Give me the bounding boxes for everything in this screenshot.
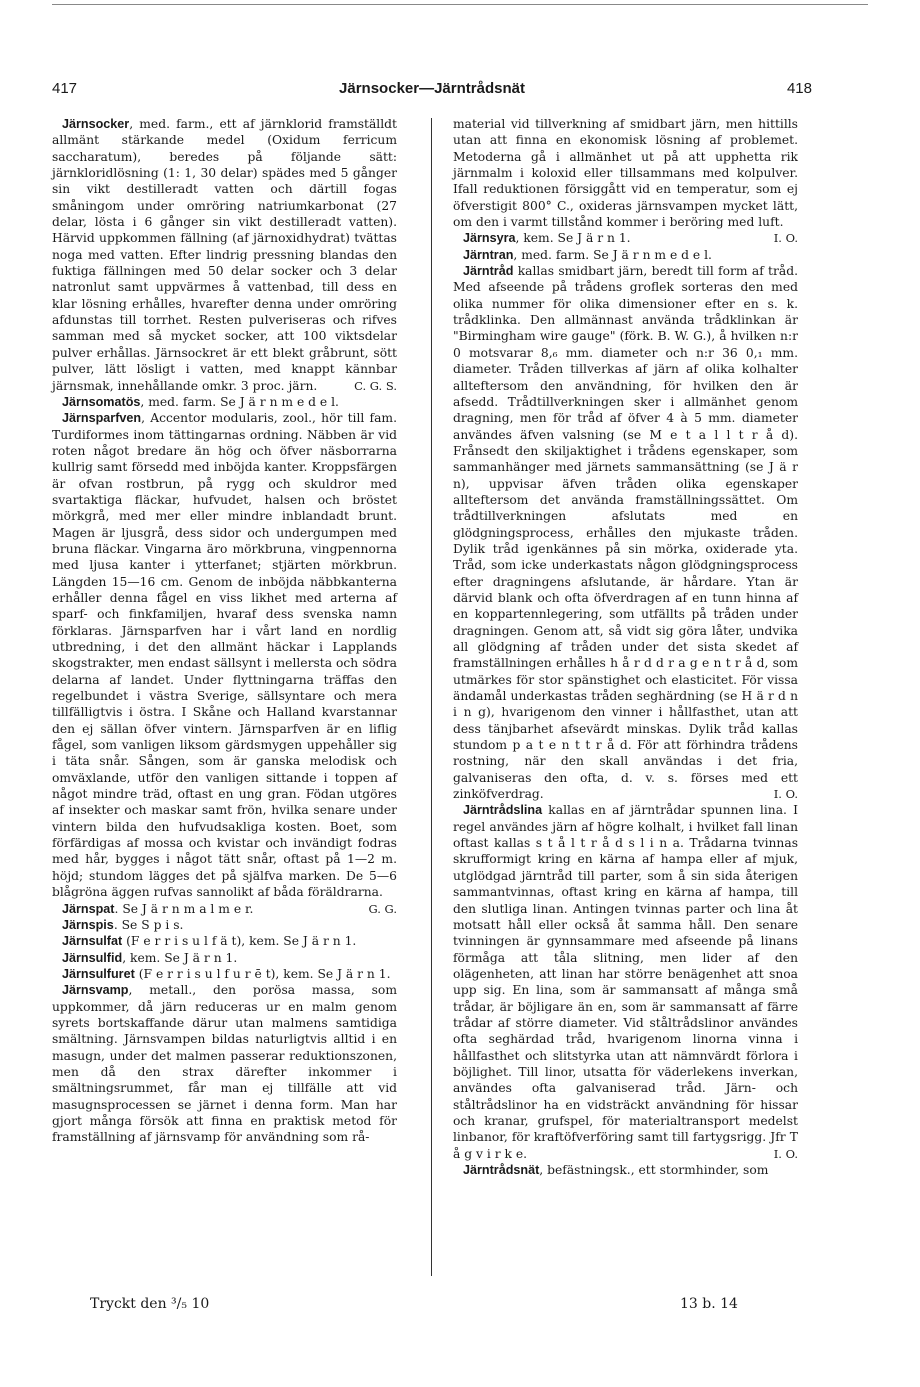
entry-text: , befästningsk., ett stormhinder, som [539, 1163, 769, 1177]
dictionary-entry [453, 230, 798, 246]
entry-text: , kem. Se J ä r n 1. [515, 231, 631, 246]
entry-text: , kem. Se J ä r n 1. [122, 950, 238, 965]
entry-headword: Järntrådsnät [463, 1163, 540, 1177]
entry-text: material vid tillverkning af smidbart järn, men hittills utan att finna en ekonomisk lösning af problemet. Metoderna gå i allmänhet ut på att upphetta rik järnmalm i koloxid eller tillsammans med kolpulver. Ifall reduktionen försiggått vid en temperatur, som ej öfverstigit 800° C., oxideras järnsvampen mycket lätt, om den i varmt tillstånd kommer i beröring med luft. [453, 117, 798, 230]
entry-text: , med. farm. Se J ä r n m e d e l. [140, 394, 339, 409]
entry-text: (F e r r i s u l f ä t), kem. Se J ä r n 1. [122, 934, 357, 949]
dictionary-entry [52, 933, 397, 949]
dictionary-entry [52, 116, 397, 394]
entry-headword: Järnspis [62, 917, 114, 932]
entry-text: . Se J ä r n m a l m e r. [114, 901, 254, 916]
entry-headword: Järnsomatös [62, 394, 141, 409]
dictionary-entry [453, 802, 798, 1162]
entry-text: , med. farm., ett af järnklorid framställdt allmänt stärkande medel (Oxidum ferricum saccharatum), beredes på följande sätt: järnkloridlösning (1: 1, 30 delar) spädes med 5 gånger sin vikt destilleradt vatten och därtill fogas småningom under omröring natriumkarbonat (27 delar, lösta i 6 gånger sin vikt destilleradt vatten). Härvid uppkommen fällning (af järnoxidhydrat) tvättas noga med vatten. Efter lindrig pressning blandas den fuktiga fällningen med 50 delar socker och 3 delar natronlut samt uppvärmes å vattenbad, till dess en klar lösning erhålles, hvarefter denna under omröring afdunstas till torrhet. Resten pulveriseras och rifves samman med så mycket socker, att 100 viktsdelar pulver erhållas. Järnsockret är ett blekt gråbrunt, sött pulver, lätt lösligt i vatten, med knappt kännbar järnsmak, innehållande omkr. 3 proc. järn. [52, 117, 397, 393]
dictionary-entry [52, 394, 397, 410]
right-column [453, 116, 798, 1178]
entry-text: . Se S p i s. [113, 917, 184, 932]
dictionary-entry [453, 1162, 798, 1178]
entry-text: kallas smidbart järn, beredt till form af tråd. Med afseende på trådens groflek sorteras den med olika nummer för olika dimensioner efter en s. k. trådklinka. Den allmännast använda trådklinkan är "Birmingham wire gauge" (förk. B. W. G.), å hvilken n:r 0 motsvarar 8,₆ mm. diameter och n:r 36 0,₁ mm. diameter. Tråden tillverkas af järn af olika kolhalter allteftersom den användning, för hvilken den är afsedd. Trådtillverkningen sker i allmänhet genom dragning, men för tråd af öfver 4 à 5 mm. diameter användes äfven valsning (se M e t a l l t r å d). Frånsedt den skiljaktighet i trådens egenskaper, som sammanhänger med järnets sammansättning (se J ä r n), uppvisar äfven tråden olika egenskaper allteftersom det använda framställningssättet. Om trådtillverkningen afslutats med en glödgningsprocess, erhålles den mjukaste tråden. Dylik tråd igenkännes på sin mörka, oxiderade yta. Tråd, som icke underkastats någon glödgningsprocess efter dragningens afslutande, är hårdare. Ytan är därvid blank och ofta öfverdragen af en tunn hinna af en koppartennlegering, som utfällts på tråden under dragningen. Genom att, så vidt sig göra låter, undvika all glödgning af tråden under det sista skedet af framställningen erhålles h å r d d r a g e n t r å d, som utmärkes för stor spänstighet och elasticitet. För vissa ändamål underkastas tråden seghärdning (se H ä r d n i n g), hvarigenom den vinner i hållfasthet, utan att dess tänjbarhet afsevärdt minskas. Dylik tråd kallas stundom p a t e n t t r å d. För att förhindra trådens rostning, när den skall användas i det fria, galvaniseras den ofta, d. v. s. förses med ett zinköfverdrag. [453, 264, 798, 802]
page-number-right: 418 [786, 80, 812, 97]
page-footer [52, 1296, 812, 1320]
page-header [52, 80, 812, 108]
print-date: Tryckt den ³/₅ 10 [90, 1296, 210, 1312]
author-signature: I. O. [773, 787, 798, 802]
entry-text: kallas en af järntrådar spunnen lina. I regel användes järn af högre kolhalt, i hvilket fall linan oftast kallas s t å l t r å d s l i n a. Trådarna tvinnas skrufformigt kring en kärna af hampa eller af mjuk, utglödgad järntråd till parter, som å sin sida återigen sammantvinnas, oftast kring en kärna af hampa, till den slutliga linan. Antingen tvinnas parter och lina åt motsatt håll eller också åt samma håll. Den senare tvinningen är gynnsammare med afseende på linans förmåga att tåla slitning, men lider af den olägenheten, att linan har större benägenhet att snoa upp sig. En lina, som är sammansatt af många små trådar, är böjligare än en, som är sammansatt af färre trådar af större diameter. Vid ståltrådslinor användes ofta seghärdad tråd, hvarigenom linorna vinna i hållfasthet och slitstyrka utan att nämnvärdt förlora i böjlighet. Till linor, utsatta för väderlekens inverkan, användes ofta galvaniserad tråd. Järn- och ståltrådslinor ha en vidsträckt användning för hissar och kranar, grufspel, för materialtransport medelst linbanor, för kraftöfverföring samt till fartygsrigg. Jfr T å g v i r k e. [453, 803, 798, 1161]
author-signature: I. O. [773, 1146, 798, 1161]
dictionary-entry [52, 917, 397, 933]
entry-headword: Järntran [463, 247, 514, 262]
entry-headword: Järntråd [463, 264, 514, 279]
dictionary-entry [453, 247, 798, 263]
dictionary-entry [52, 982, 397, 1145]
entry-headword: Järnsulfid [62, 950, 123, 965]
dictionary-entry [52, 950, 397, 966]
entry-headword: Järnsulfat [62, 934, 123, 949]
author-signature: C. G. S. [354, 378, 397, 393]
entry-headword: Järnspat [62, 901, 115, 916]
page-number-left: 417 [52, 80, 78, 97]
entry-text: (F e r r i s u l f u r ē t), kem. Se J ä r n 1. [134, 966, 391, 981]
entry-headword: Järnsocker [62, 117, 130, 131]
author-signature: I. O. [773, 231, 798, 246]
entry-text: , Accentor modularis, zool., hör till fam. Turdiformes inom tättingarnas ordning. Näbben är vid roten något bredare än hög och öfver näsborrarna kullrig samt försedd med inböjda kanter. Kroppsfärgen är ofvan rostbrun, på rygg och skuldror med svartaktiga fläckar, hufvudet, halsen och bröstet mörkgrå, med mer eller mindre inblandadt brunt. Magen är ljusgrå, dess sidor och undergumpen med bruna fläckar. Vingarna äro mörkbruna, vingpennorna med ljusa kanter i ytterfanet; stjärten mörkbrun. Längden 15—16 cm. Genom de inböjda näbbkanterna erhåller denna fågel en viss likhet med arterna af sparf- och finkfamiljen, hvaraf dess svenska namn förklaras. Järnsparfven har i vårt land en nordlig utbredning, i det den allmänt häckar i Lapplands skogstrakter, men endast sällsynt i mellersta och södra delarna af landet. Under flyttningarna träffas den regelbundet i västra Sverige, sällsyntare och mera tillfälligtvis i östra. I Skåne och Halland kvarstannar den ej sällan öfver vintern. Järnsparfven är en liflig fågel, som vanligen liksom gärdsmygen uppehåller sig i täta snår. Sången, som är ganska melodisk och omväxlande, utför den vanligen sittande i toppen af något mindre träd, oftast en ung gran. Födan utgöres af insekter och maskar samt frön, hvilka senare under vintern bilda den hufvudsakliga kosten. Boet, som förfärdigas af mossa och kvistar och invändigt fodras med hår, bygges i något tätt snår, oftast på 1—2 m. höjd; stundom lägges det på själfva marken. De 5—6 blågröna äggen rufvas sannolikt af båda föräldrarna. [52, 411, 397, 900]
signature-mark: 13 b. 14 [680, 1296, 738, 1312]
dictionary-entry [52, 966, 397, 982]
dictionary-entry [52, 901, 397, 917]
entry-headword: Järnsyra [463, 231, 516, 246]
entry-headword: Järnsvamp [62, 983, 129, 998]
entry-headword: Järnsparfven [62, 411, 142, 426]
dictionary-entry [453, 263, 798, 802]
left-column [52, 116, 397, 1146]
entry-text: , med. farm. Se J ä r n m e d e l. [513, 247, 712, 262]
top-rule [52, 4, 868, 5]
column-divider [431, 118, 432, 1276]
author-signature: G. G. [368, 901, 397, 916]
entry-headword: Järnsulfuret [62, 966, 135, 981]
entry-text: , metall., den porösa massa, som uppkommer, då järn reduceras ur en malm genom syrets bortskaffande därur utan malmens samtidiga smältning. Järnsvampen bildas naturligtvis alltid i en masugn, under det malmen passerar reduktionszonen, men då den strax därefter inkommer i smältningsrummet, får man ej tillfälle att vid masugnsprocessen se järnet i denna form. Man har gjort många försök att finna en praktisk metod för framställning af järnsvamp för användning som rå- [52, 983, 397, 1145]
running-head: Järnsocker—Järntrådsnät [339, 80, 525, 97]
entry-headword: Järntrådslina [463, 803, 543, 818]
